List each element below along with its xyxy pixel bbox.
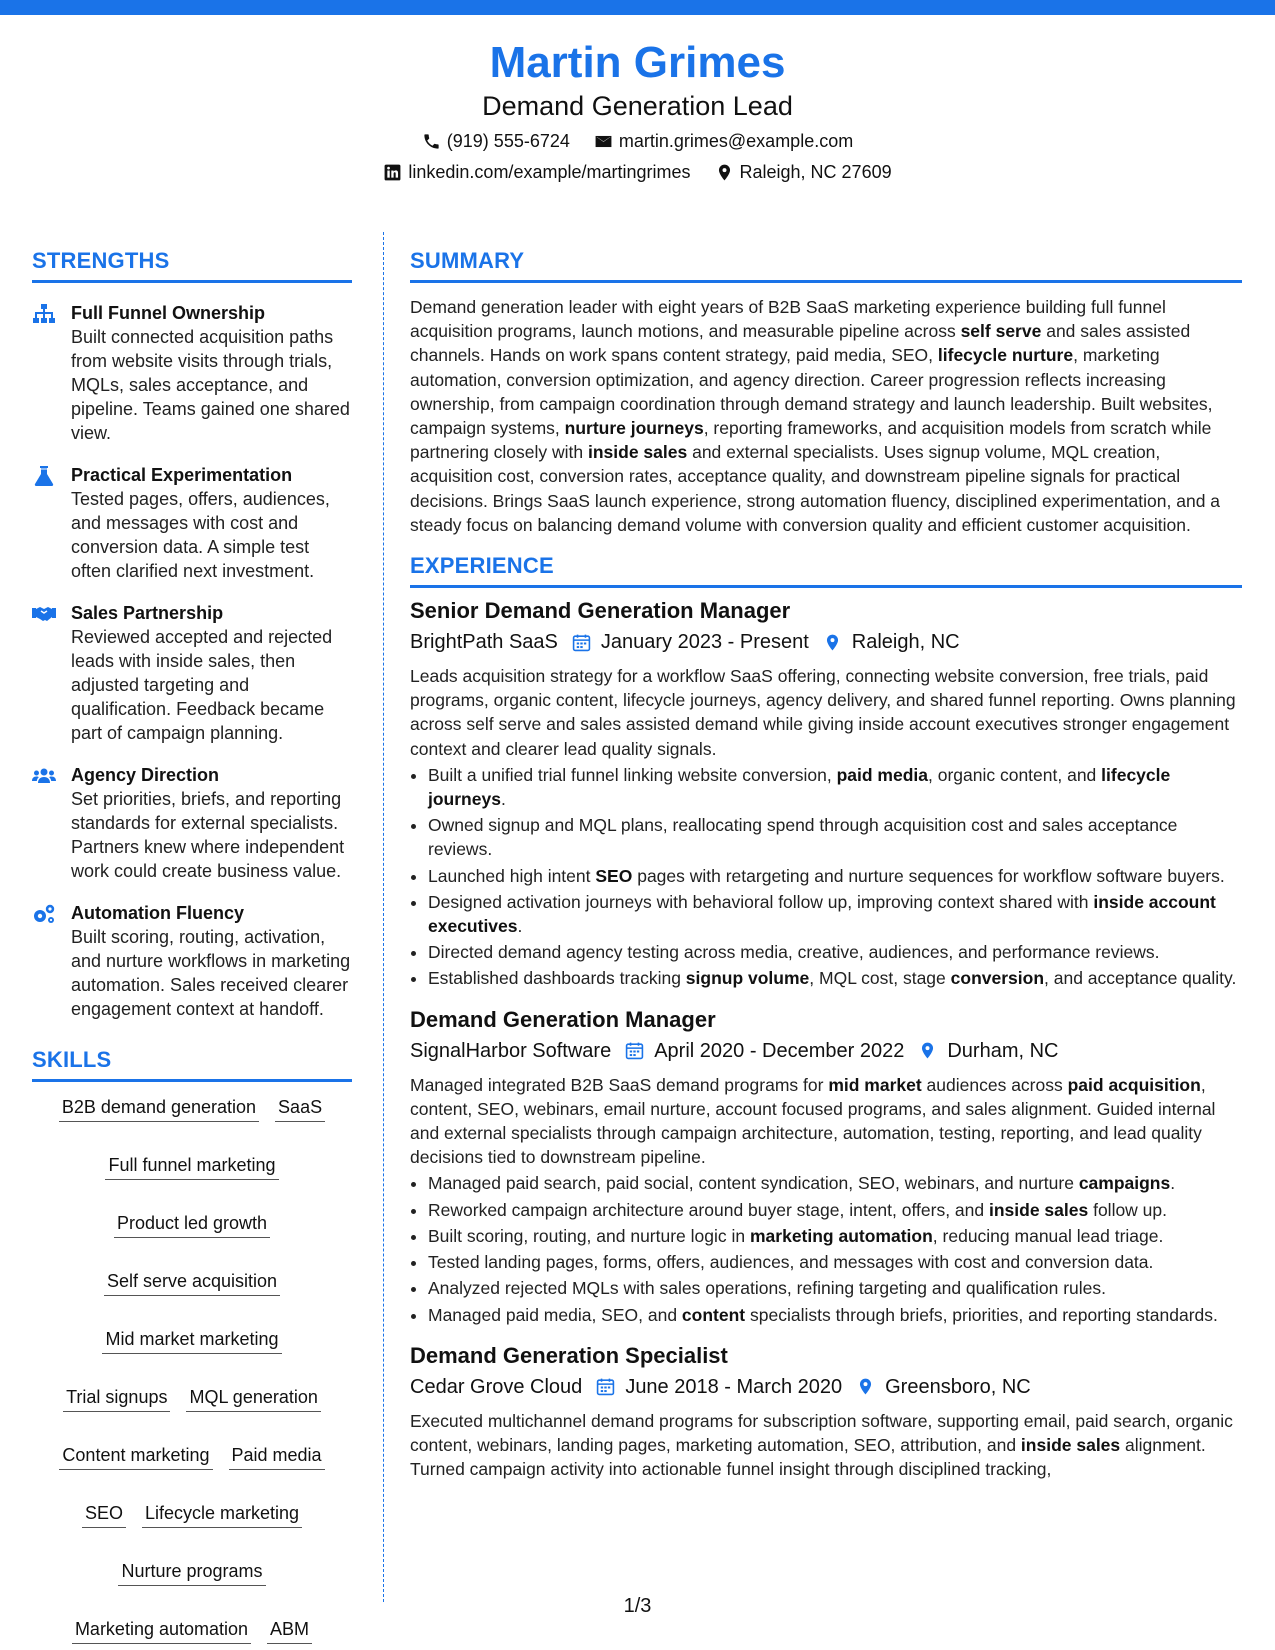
map-pin-icon xyxy=(856,1377,875,1396)
job-meta xyxy=(410,1037,1242,1065)
strength-title: Automation Fluency xyxy=(71,903,245,923)
company-name: BrightPath SaaS xyxy=(410,631,558,654)
job-bullets xyxy=(410,1171,1242,1326)
users-icon xyxy=(32,765,56,787)
job-bullet: • Built a unified trial funnel linking website conversion, paid media, organic content, and lifecycle journeys. xyxy=(428,763,1242,811)
summary-keyword: inside sales xyxy=(588,442,688,463)
job-bullet: • Launched high intent SEO pages with retargeting and nurture sequences for workflow software buyers. xyxy=(428,864,1242,888)
job-bullet: • Directed demand agency testing across media, creative, audiences, and performance reviews. xyxy=(428,940,1242,964)
skill-tag: Lifecycle marketing xyxy=(142,1502,302,1528)
page-number: 1/3 xyxy=(623,1595,652,1617)
strength-desc: Tested pages, offers, audiences, and messages with cost and conversion data. A simple test often clarified next investment. xyxy=(71,489,330,581)
skill-tag: Self serve acquisition xyxy=(104,1270,280,1296)
job-bullet: • Owned signup and MQL plans, reallocating spend through acquisition cost and sales acceptance reviews. xyxy=(428,813,1242,861)
job-meta xyxy=(410,1373,1242,1401)
job-title: Senior Demand Generation Manager xyxy=(410,598,791,624)
job-location-text: Raleigh, NC xyxy=(851,631,960,654)
resume-header xyxy=(0,40,1275,183)
job-location-text: Greensboro, NC xyxy=(885,1375,1031,1398)
skills-heading: SKILLS xyxy=(32,1047,352,1082)
skill-tag: SaaS xyxy=(275,1096,325,1122)
strength-title: Sales Partnership xyxy=(71,603,224,623)
map-pin-icon xyxy=(715,163,734,182)
phone-icon xyxy=(422,132,441,151)
job-bullet: • Tested landing pages, forms, offers, audiences, and messages with cost and conversion data. xyxy=(428,1250,1242,1274)
linkedin-icon xyxy=(383,163,402,182)
strength-item xyxy=(32,463,352,583)
experience-heading: EXPERIENCE xyxy=(410,553,1242,588)
job-title: Demand Generation Manager xyxy=(410,1006,716,1032)
job-meta xyxy=(410,628,1242,656)
location-text: Raleigh, NC 27609 xyxy=(739,161,892,182)
top-accent-bar xyxy=(0,0,1275,15)
skill-tag: Content marketing xyxy=(59,1444,212,1470)
skill-tag: Marketing automation xyxy=(72,1618,251,1644)
candidate-title: Demand Generation Lead xyxy=(482,91,793,122)
strength-desc: Built scoring, routing, activation, and nurture workflows in marketing automation. Sales received clearer engagement context at handoff. xyxy=(71,927,351,1019)
summary-segment: and sales assisted channels. Hands on work spans content strategy, paid media, SEO, xyxy=(410,321,1191,366)
left-column xyxy=(32,248,352,1644)
candidate-name: Martin Grimes xyxy=(489,38,786,87)
skill-tag: MQL generation xyxy=(186,1386,320,1412)
skills-list xyxy=(32,1096,352,1644)
handshake-icon xyxy=(32,603,56,625)
summary-segment: and external specialists. Uses signup volume, MQL creation, acquisition cost, conversion rates, acceptance quality, and downstream pipeline signals for practical decisions. Brings SaaS launch experience, strong automation fluency, disciplined experimentation, and a steady focus on balancing demand volume with conversion quality and efficient customer acquisition. xyxy=(410,442,1221,535)
strength-item xyxy=(32,301,352,445)
strength-item xyxy=(32,601,352,745)
calendar-icon xyxy=(572,633,591,652)
job-entry xyxy=(410,596,1242,991)
strength-title: Full Funnel Ownership xyxy=(71,303,266,323)
company-name: Cedar Grove Cloud xyxy=(410,1375,583,1398)
envelope-icon xyxy=(594,132,613,151)
map-pin-icon xyxy=(918,1041,937,1060)
job-bullet: • Built scoring, routing, and nurture logic in marketing automation, reducing manual lead triage. xyxy=(428,1224,1242,1248)
skill-tag: Product led growth xyxy=(114,1212,270,1238)
strength-item xyxy=(32,763,352,883)
job-dates-text: April 2020 - December 2022 xyxy=(654,1039,905,1062)
strength-title: Practical Experimentation xyxy=(71,465,293,485)
skill-tag: ABM xyxy=(267,1618,312,1644)
sitemap-icon xyxy=(32,303,56,325)
company-name: SignalHarbor Software xyxy=(410,1039,612,1062)
job-bullet: • Reworked campaign architecture around buyer stage, intent, offers, and inside sales follow up. xyxy=(428,1198,1242,1222)
job-bullets xyxy=(410,763,1242,991)
job-dates xyxy=(596,1373,842,1401)
gears-icon xyxy=(32,903,56,925)
email-text: martin.grimes@example.com xyxy=(618,130,854,151)
job-bullet: • Established dashboards tracking signup volume, MQL cost, stage conversion, and acceptance quality. xyxy=(428,966,1242,990)
flask-icon xyxy=(32,465,56,487)
phone-text: (919) 555-6724 xyxy=(446,130,570,151)
job-description: Executed multichannel demand programs for subscription software, supporting email, paid search, organic content, webinars, landing pages, marketing automation, SEO, attribution, and inside sales alignment. Turned campaign activity into actionable funnel insight through disciplined tracking, xyxy=(410,1410,1233,1480)
location-contact xyxy=(715,162,892,183)
contact-row-1 xyxy=(0,131,1275,152)
job-entry xyxy=(410,1341,1242,1482)
linkedin-contact[interactable] xyxy=(383,162,690,183)
job-location xyxy=(918,1037,1058,1065)
summary-keyword: nurture journeys xyxy=(564,418,704,439)
job-description: Leads acquisition strategy for a workflow SaaS offering, connecting website conversion, free trials, paid programs, organic content, lifecycle journeys, agency delivery, and shared funnel reporting. Owns planning across self serve and sales assisted demand while giving inside account executives stronger engagement context and clearer lead quality signals. xyxy=(410,666,1236,759)
job-dates-text: June 2018 - March 2020 xyxy=(625,1375,843,1398)
job-location xyxy=(823,628,960,656)
job-bullet: • Analyzed rejected MQLs with sales operations, refining targeting and qualification rules. xyxy=(428,1276,1242,1300)
right-column xyxy=(410,248,1242,1481)
summary-segment: , reporting frameworks, and acquisition models from scratch while partnering closely with xyxy=(410,418,1212,463)
job-entry xyxy=(410,1005,1242,1327)
strength-desc: Built connected acquisition paths from website visits through trials, MQLs, sales acceptance, and pipeline. Teams gained one shared view. xyxy=(71,327,350,443)
job-dates-text: January 2023 - Present xyxy=(600,631,809,654)
skill-tag: Trial signups xyxy=(63,1386,170,1412)
summary-segment: Demand generation leader with eight years of B2B SaaS marketing experience building full funnel acquisition programs, launch motions, and measurable pipeline across xyxy=(410,297,1166,342)
job-title: Demand Generation Specialist xyxy=(410,1342,728,1368)
phone-contact[interactable] xyxy=(422,131,570,152)
job-location-text: Durham, NC xyxy=(947,1039,1059,1062)
job-bullet: • Managed paid media, SEO, and content specialists through briefs, priorities, and reporting standards. xyxy=(428,1303,1242,1327)
job-dates xyxy=(625,1037,904,1065)
skill-tag: B2B demand generation xyxy=(59,1096,259,1122)
summary-text xyxy=(410,295,1242,537)
contact-row-2 xyxy=(0,162,1275,183)
summary-heading: SUMMARY xyxy=(410,248,1242,283)
skill-tag: Full funnel marketing xyxy=(105,1154,278,1180)
map-pin-icon xyxy=(823,633,842,652)
strength-title: Agency Direction xyxy=(71,765,220,785)
strength-item xyxy=(32,901,352,1021)
job-bullet: • Designed activation journeys with behavioral follow up, improving context shared with inside account executives. xyxy=(428,890,1242,938)
skill-tag: Paid media xyxy=(229,1444,325,1470)
job-dates xyxy=(572,628,809,656)
strength-desc: Reviewed accepted and rejected leads with inside sales, then adjusted targeting and qualification. Feedback became part of campaign planning. xyxy=(71,627,333,743)
skill-tag: Nurture programs xyxy=(118,1560,265,1586)
strength-desc: Set priorities, briefs, and reporting standards for external specialists. Partners knew where independent work could create business value. xyxy=(71,789,345,881)
job-description: Managed integrated B2B SaaS demand programs for mid market audiences across paid acquisition, content, SEO, webinars, email nurture, account focused programs, and sales alignment. Guided internal and external specialists through campaign architecture, automation, testing, reporting, and lead quality decisions tied to downstream pipeline. xyxy=(410,1074,1216,1168)
linkedin-text: linkedin.com/example/martingrimes xyxy=(408,161,691,182)
skill-tag: Mid market marketing xyxy=(102,1328,281,1354)
calendar-icon xyxy=(596,1377,615,1396)
calendar-icon xyxy=(625,1041,644,1060)
skill-tag: SEO xyxy=(82,1502,126,1528)
summary-keyword: self serve xyxy=(960,321,1042,342)
summary-segment: , marketing automation, conversion optimization, and agency direction. Career progression reflects increasing ownership, from campaign coordination through demand strategy and launch leadership. Built websites, campaign systems, xyxy=(410,345,1213,439)
email-contact[interactable] xyxy=(594,131,853,152)
summary-keyword: lifecycle nurture xyxy=(937,345,1074,366)
column-divider xyxy=(383,232,384,1602)
job-bullet: • Managed paid search, paid social, content syndication, SEO, webinars, and nurture campaigns. xyxy=(428,1171,1242,1195)
job-location xyxy=(856,1373,1031,1401)
strengths-heading: STRENGTHS xyxy=(32,248,352,283)
